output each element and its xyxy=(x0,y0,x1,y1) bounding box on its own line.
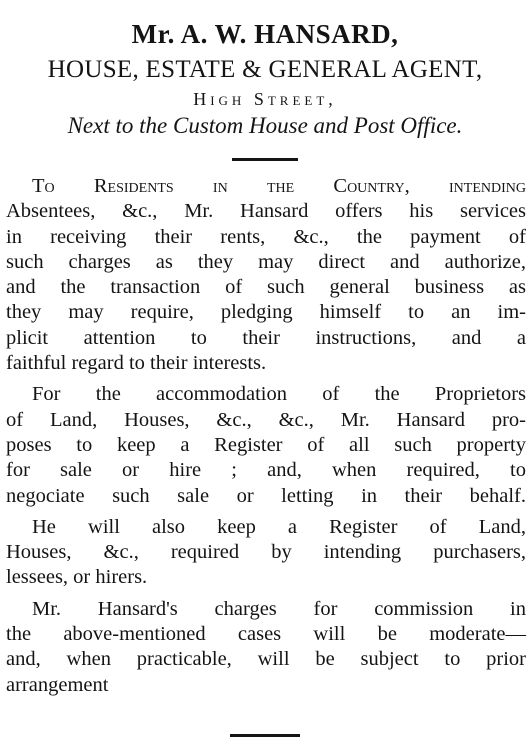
paragraph-register xyxy=(6,515,526,591)
street-address: High Street, xyxy=(193,89,337,109)
text-line: in receiving their rents, &c., the payment of xyxy=(6,225,526,248)
paragraph-proprietors xyxy=(6,382,526,508)
text-line: and the transaction of such general business as xyxy=(6,276,526,299)
text-line: Absentees, &c., Mr. Hansard offers his services xyxy=(6,200,526,223)
text-line: the above-mentioned cases will be moderate— xyxy=(6,623,526,646)
text-line: lessees, or hirers. xyxy=(6,566,148,589)
text-line: Houses, &c., required by intending purchasers, xyxy=(6,541,526,564)
location-note: Next to the Custom House and Post Office. xyxy=(67,113,463,138)
agent-title: HOUSE, ESTATE & GENERAL AGENT, xyxy=(47,56,483,83)
text-line: arrangement xyxy=(6,673,109,696)
text-line: faithful regard to their interests. xyxy=(6,352,267,375)
text-line: To Residents in the Country, intending xyxy=(32,175,526,197)
paragraph-charges xyxy=(6,597,526,698)
top-divider xyxy=(232,158,298,161)
text-line: For the accommodation of the Proprietors xyxy=(32,383,526,406)
agent-name: Mr. A. W. HANSARD, xyxy=(131,19,399,49)
text-line: and, when practicable, will be subject to prior xyxy=(6,648,526,671)
text-line: negociate such sale or letting in their behalf. xyxy=(6,484,526,507)
text-line: of Land, Houses, &c., &c., Mr. Hansard pro- xyxy=(6,408,526,431)
text-line: they may require, pledging himself to an im- xyxy=(6,301,526,324)
advertisement-body xyxy=(6,174,526,698)
text-line: plicit attention to their instructions, and a xyxy=(6,326,526,349)
text-line: He will also keep a Register of Land, xyxy=(32,515,526,538)
text-line: Mr. Hansard's charges for commission in xyxy=(32,597,526,620)
text-line: such charges as they may direct and authorize, xyxy=(6,250,526,273)
text-line: for sale or hire ; and, when required, to xyxy=(6,459,526,482)
text-line: poses to keep a Register of all such property xyxy=(6,433,526,456)
paragraph-residents xyxy=(6,174,526,376)
bottom-divider xyxy=(230,734,300,737)
